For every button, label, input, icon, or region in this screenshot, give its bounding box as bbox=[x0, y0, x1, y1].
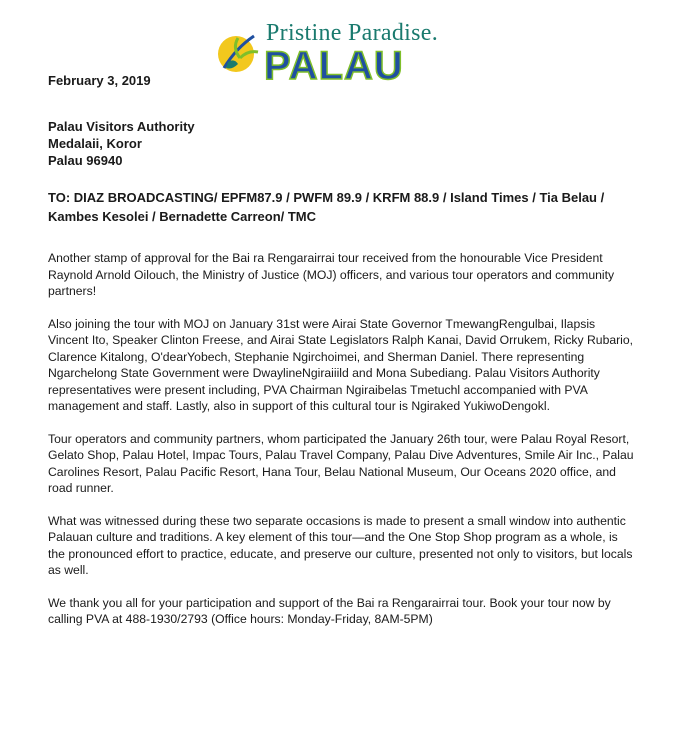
palau-logo bbox=[214, 20, 454, 85]
paragraph: We thank you all for your participation and support of the Bai ra Rengarairrai tour. Book your tour now by calling PVA at 488-1930/2793 (Office hours: Monday-Friday, 8AM-5PM) bbox=[48, 595, 611, 626]
paragraph: Tour operators and community partners, whom participated the January 26th tour, were Palau Royal Resort, Gelato Shop, Palau Hotel, Impac Tours, Palau Travel Company, Palau Dive Adventures, Smile Air Inc., Palau Carolines Resort, Palau Pacific Resort, Hana Tour, Belau National Museum, Our Oceans 2020 office, and road runner. bbox=[48, 431, 634, 495]
logo-wordmark-text: PALAU bbox=[264, 45, 404, 85]
sun-palm-icon bbox=[214, 28, 266, 76]
logo-tagline: Pristine Paradise. bbox=[266, 20, 439, 46]
address-line: Medalaii, Koror bbox=[48, 136, 142, 151]
recipients-line: TO: DIAZ BROADCASTING/ EPFM87.9 / PWFM 89.9 / KRFM 88.9 / Island Times / Tia Belau / Kambes Kesolei / Bernadette Carreon/ TMC bbox=[48, 190, 605, 224]
letter-date: February 3, 2019 bbox=[48, 73, 151, 88]
letter-body bbox=[48, 73, 638, 644]
paragraph: What was witnessed during these two separate occasions is made to present a small window into authentic Palauan culture and traditions. A key element of this tour—and the One Stop Shop program as a whole, is the pronounced effort to practice, educate, and preserve our culture, presented not only to visitors, but locals as well. bbox=[48, 513, 633, 577]
paragraph: Also joining the tour with MOJ on January 31st were Airai State Governor TmewangRengulbai, Ilapsis Vincent Ito, Speaker Clinton Freese, and Airai State Legislators Ralph Kanai, David Orrukem, Ricky Rubario, Clarence Kitalong, O'dearYobech, Stephanie Ngirchoimei, and Sherman Daniel. There representing Ngarchelong State Government were DwaylineNgiraiiild and Mona Subediang. Palau Visitors Authority representatives were present including, PVA Chairman Ngiraibelas Tmetuchl accompanied with PVA management and staff. Lastly, also in support of this cultural tour is Ngiraked YukiwoDengokl. bbox=[48, 316, 634, 413]
paragraph: Another stamp of approval for the Bai ra Rengarairrai tour received from the honourable Vice President Raynold Arnold Oilouch, the Ministry of Justice (MOJ) officers, and various tour operators and community partners! bbox=[48, 251, 615, 298]
sender-address bbox=[48, 118, 638, 169]
address-line: Palau 96940 bbox=[48, 153, 123, 168]
address-line: Palau Visitors Authority bbox=[48, 119, 195, 134]
